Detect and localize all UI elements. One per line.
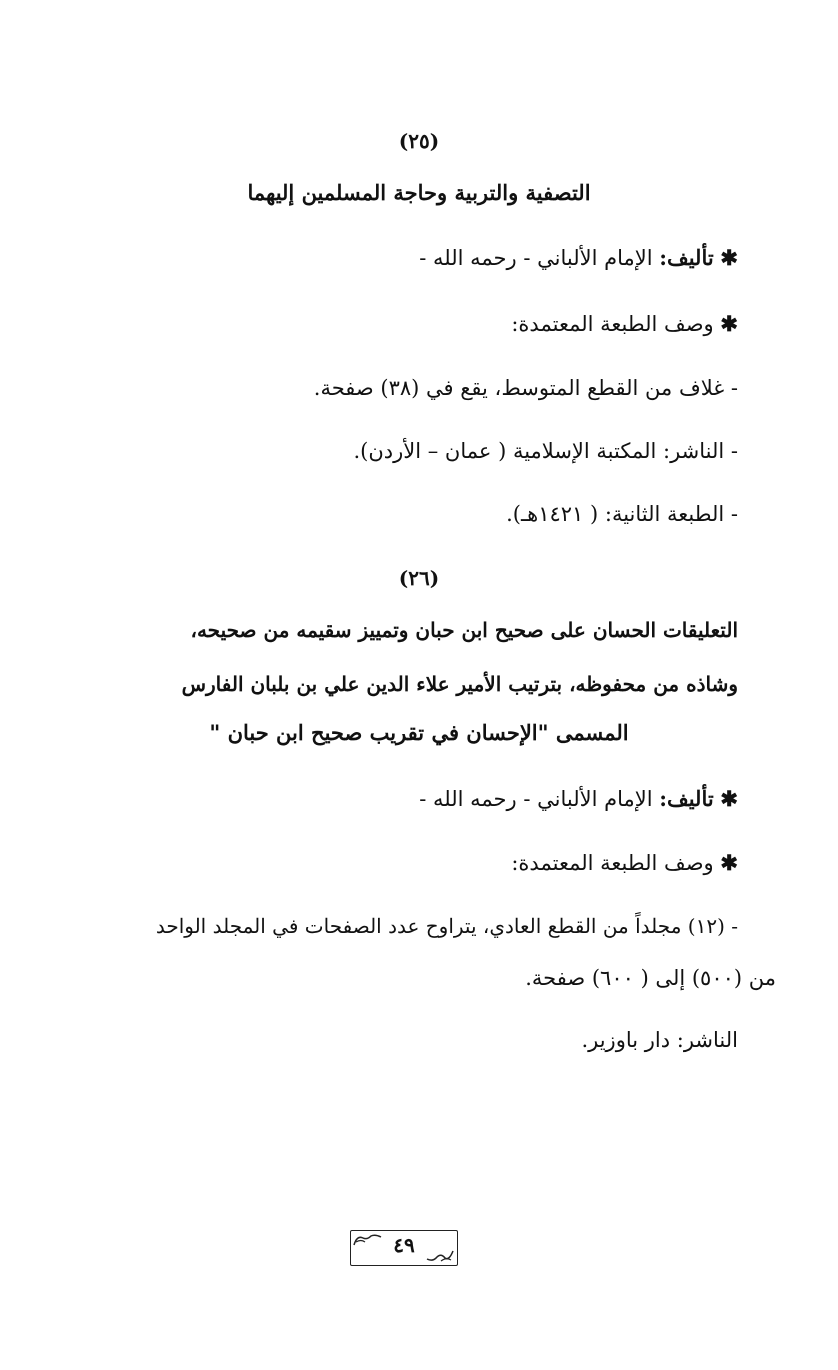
detail-line: - الناشر: المكتبة الإسلامية ( عمان – الأردن).	[353, 439, 738, 463]
author-line-25	[419, 243, 738, 273]
author-label: تأليف:	[659, 245, 714, 270]
detail-line: - الطبعة الثانية: ( ١٤٢١هـ).	[506, 502, 738, 526]
author-line-26	[419, 784, 738, 814]
detail-line: الناشر: دار باوزير.	[581, 1028, 738, 1052]
entry-number-26: (٢٦)	[398, 566, 440, 590]
page-number: ٤٩	[393, 1233, 415, 1257]
entry-title-26-line3: المسمى "الإحسان في تقريب صحيح ابن حبان "	[209, 720, 629, 745]
edition-heading-text: وصف الطبعة المعتمدة:	[511, 312, 714, 336]
detail-line: من (٥٠٠) إلى ( ٦٠٠) صفحة.	[525, 966, 776, 990]
entry-number-25: (٢٥)	[398, 129, 440, 153]
author-name: الإمام الألباني - رحمه الله -	[419, 246, 653, 270]
author-label: تأليف:	[659, 786, 714, 811]
ornament-icon	[425, 1249, 455, 1263]
edition-heading-text: وصف الطبعة المعتمدة:	[511, 851, 714, 875]
star-bullet-icon: ✱	[720, 245, 738, 270]
star-bullet-icon: ✱	[720, 850, 738, 875]
author-name: الإمام الألباني - رحمه الله -	[419, 787, 653, 811]
page-number-box	[350, 1230, 458, 1266]
entry-title-25: التصفية والتربية وحاجة المسلمين إليهما	[247, 180, 591, 205]
entry-title-26-line1: التعليقات الحسان على صحيح ابن حبان وتمييز سقيمه من صحيحه،	[190, 618, 738, 642]
detail-line: - (١٢) مجلداً من القطع العادي، يتراوح عدد الصفحات في المجلد الواحد	[155, 914, 738, 938]
entry-title-26-line2: وشاذه من محفوظه، بترتيب الأمير علاء الدين علي بن بلبان الفارس	[181, 672, 738, 696]
star-bullet-icon: ✱	[720, 786, 738, 811]
edition-heading-25	[511, 309, 738, 339]
edition-heading-26	[511, 848, 738, 878]
detail-line: - غلاف من القطع المتوسط، يقع في (٣٨) صفحة.	[313, 376, 738, 400]
star-bullet-icon: ✱	[720, 311, 738, 336]
